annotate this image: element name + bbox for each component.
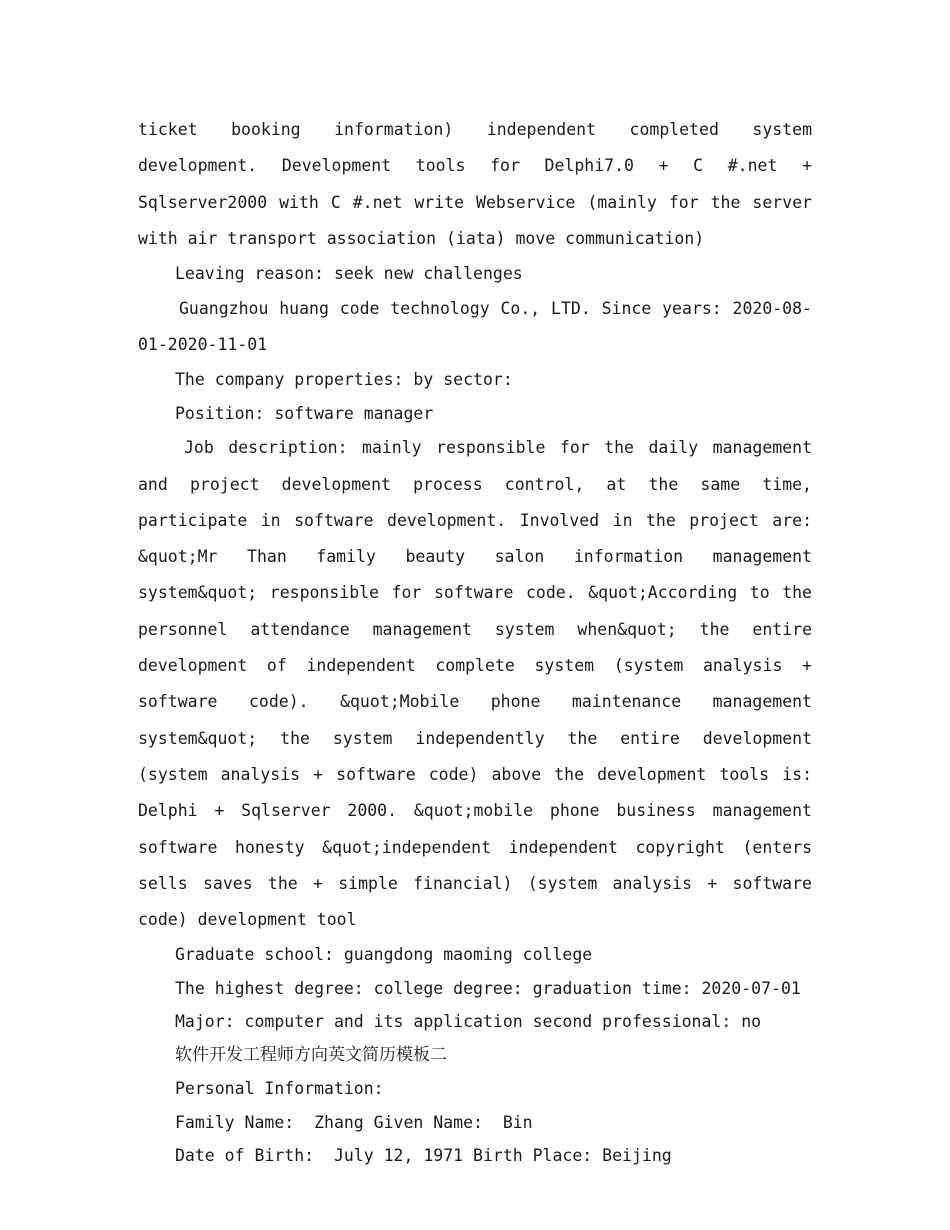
project-description-paragraph: ticket booking information) independent completed system development. Development tools for Delphi7.0 + C #.net + Sqlserver2000 with C #.net write Webservice (mainly for the server with air transport association (iata) move communication): [138, 120, 812, 248]
graduate-school-line: Graduate school: guangdong maoming college: [175, 945, 593, 965]
company-history-line: Guangzhou huang code technology Co., LTD. Since years: 2020-08-01-2020-11-01: [138, 298, 812, 354]
birth-line: Date of Birth: July 12, 1971 Birth Place: Beijing: [175, 1146, 672, 1166]
company-properties: The company properties: by sector:: [175, 370, 513, 390]
highest-degree-line: The highest degree: college degree: graduation time: 2020-07-01: [175, 978, 801, 998]
leaving-reason: Leaving reason: seek new challenges: [175, 264, 523, 284]
resume-document: [138, 112, 812, 1173]
position-line: Position: software manager: [175, 403, 434, 423]
name-line: Family Name: Zhang Given Name: Bin: [175, 1112, 533, 1132]
major-line: Major: computer and its application second professional: no: [175, 1012, 762, 1032]
personal-information-heading: Personal Information:: [175, 1079, 384, 1099]
template-heading: 软件开发工程师方向英文简历模板二: [175, 1044, 447, 1065]
job-description-paragraph: Job description: mainly responsible for the daily management and project development process control, at the same time, participate in software development. Involved in the project are: &quot;Mr Than family beauty salon information management system&quot; responsible for software code. &quot;According to the personnel attendance management system when&quot; the entire development of independent complete system (system analysis + software code). &quot;Mobile phone maintenance management system&quot; the system independently the entire development (system analysis + software code) above the development tools is: Delphi + Sqlserver 2000. &quot;mobile phone business management software honesty &quot;independent independent copyright (enters sells saves the + simple financial) (system analysis + software code) development tool: [138, 438, 812, 930]
